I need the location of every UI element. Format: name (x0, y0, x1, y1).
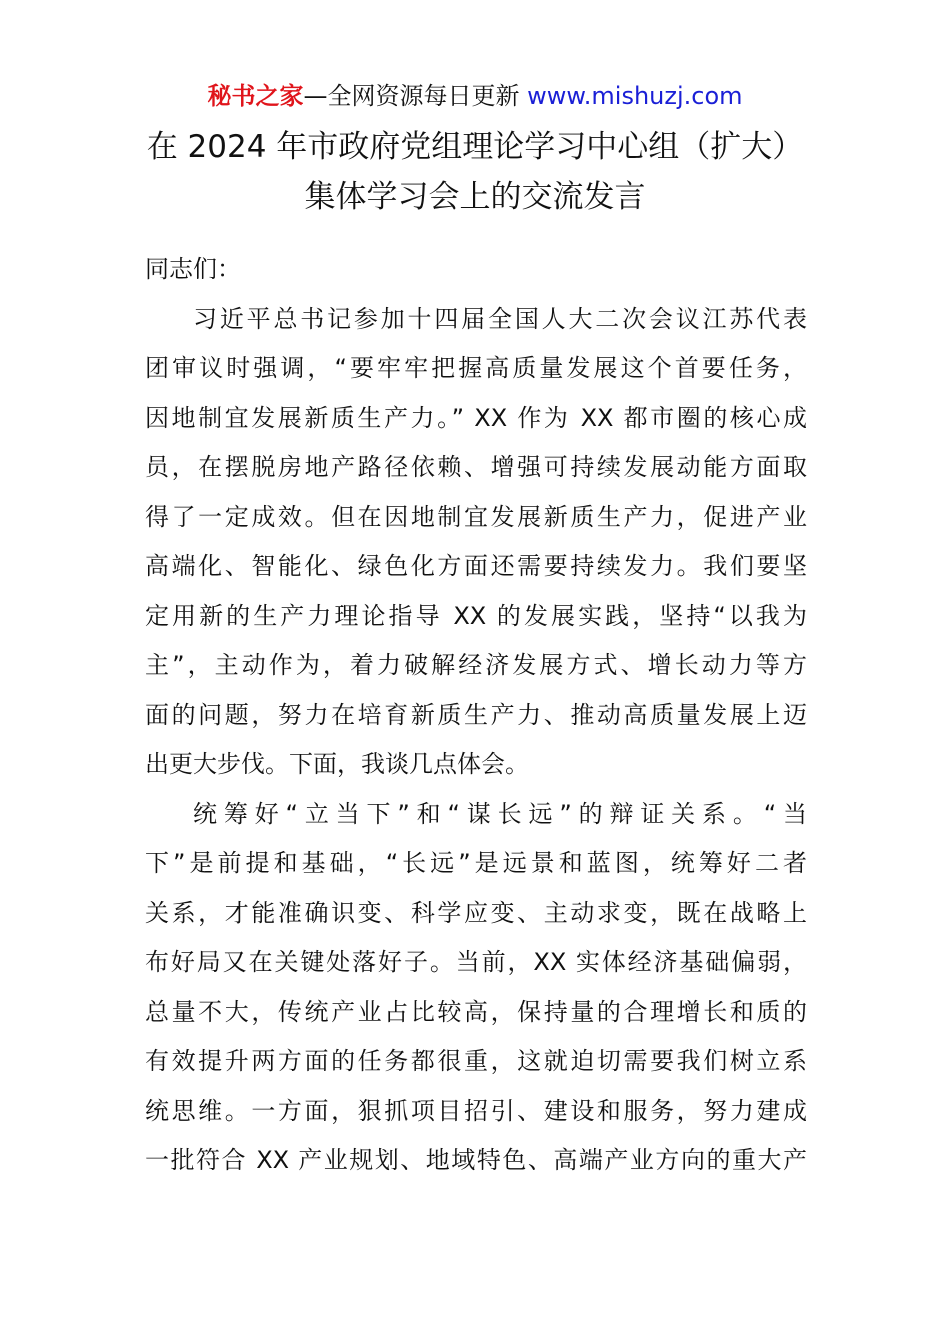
body-line: 一批符合 XX 产业规划、地域特色、高端产业方向的重大产 (145, 1146, 807, 1174)
salutation: 同志们： (145, 255, 241, 283)
body-line: 高端化、智能化、绿色化方面还需要持续发力。我们要坚 (145, 552, 807, 580)
body-line: 布好局又在关键处落好子。当前，XX 实体经济基础偏弱， (145, 948, 807, 976)
body-line: 因地制宜发展新质生产力。” XX 作为 XX 都市圈的核心成 (145, 403, 807, 432)
body-line: 面的问题，努力在培育新质生产力、推动高质量发展上迈 (145, 700, 807, 729)
body-line: 关系，才能准确识变、科学应变、主动求变，既在战略上 (145, 898, 807, 927)
body-line: 员，在摆脱房地产路径依赖、增强可持续发展动能方面取 (145, 453, 807, 481)
title-line-2: 集体学习会上的交流发言 (304, 179, 646, 215)
body-line: 出更大步伐。下面，我谈几点体会。 (145, 750, 529, 778)
site-banner (0, 80, 950, 112)
document-body (145, 245, 807, 1186)
body-line: 定用新的生产力理论指导 XX 的发展实践，坚持“以我为 (145, 601, 807, 630)
banner-brand: 秘书之家 (207, 82, 304, 110)
document-title (0, 122, 950, 222)
banner-slogan: —全网资源每日更新 (303, 82, 528, 110)
title-line-1: 在 2024 年市政府党组理论学习中心组（扩大） (146, 129, 804, 165)
body-line: 总量不大，传统产业占比较高，保持量的合理增长和质的 (145, 997, 807, 1026)
body-line: 团审议时强调，“要牢牢把握高质量发展这个首要任务， (145, 354, 807, 382)
body-line: 统筹好“立当下”和“谋长远”的辩证关系。“当 (193, 799, 807, 828)
body-line: 有效提升两方面的任务都很重，这就迫切需要我们树立系 (145, 1047, 807, 1075)
body-line: 统思维。一方面，狠抓项目招引、建设和服务，努力建成 (145, 1096, 807, 1125)
body-line: 得了一定成效。但在因地制宜发展新质生产力，促进产业 (145, 502, 807, 531)
body-line: 主”，主动作为，着力破解经济发展方式、增长动力等方 (145, 651, 807, 679)
body-line: 下”是前提和基础，“长远”是远景和蓝图，统筹好二者 (145, 849, 807, 877)
banner-website-link[interactable]: www.mishuzj.com (527, 82, 743, 110)
body-line: 习近平总书记参加十四届全国人大二次会议江苏代表 (193, 304, 807, 333)
